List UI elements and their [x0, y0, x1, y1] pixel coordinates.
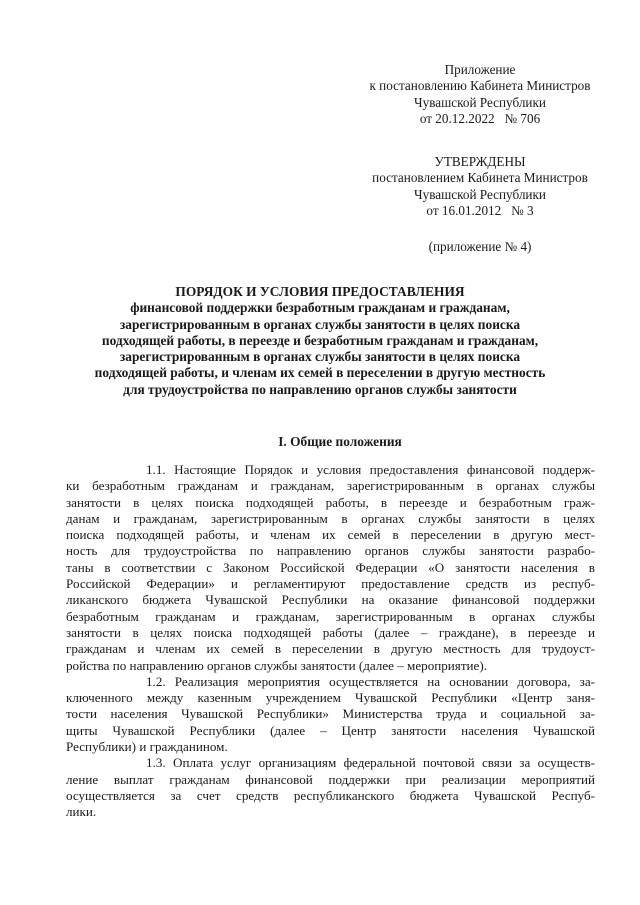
title-line: зарегистрированным в органах службы занятости в целях поиска	[119, 349, 521, 365]
text-line: гражданам и членам их семей в переселении в другую местность для трудоуст-	[66, 641, 595, 657]
title-line: финансовой поддержки безработным гражданам и гражданам,	[130, 300, 510, 316]
text-line: щиты Чувашской Республики (далее – Центр занятости населения Чувашской	[66, 722, 595, 738]
appendix-line: Чувашской Республики	[414, 94, 546, 110]
title-line: зарегистрированным в органах службы занятости в целях поиска	[119, 316, 521, 332]
text-line: таны в соответствии с Законом Российской Федерации «О занятости населения в	[66, 559, 595, 575]
text-line: ройства по направлению органов службы занятости (далее – мероприятие).	[66, 657, 488, 673]
appendix-header	[355, 62, 605, 127]
section-heading: I. Общие положения	[278, 434, 402, 449]
text-line: Российской Федерации» и регламентируют предоставление средств из респуб-	[66, 576, 595, 592]
text-line: ки безработным гражданам и гражданам, зарегистрированным в органах службы	[66, 478, 595, 494]
paragraph-1-3: 1.3. Оплата услуг организациям федеральной почтовой связи за осуществ-	[146, 755, 595, 771]
document-title	[60, 284, 580, 398]
approval-stamp-text	[355, 154, 605, 219]
title-line: для трудоустройства по направлению органов службы занятости	[123, 381, 517, 397]
approved-line: постановлением Кабинета Министров	[372, 170, 588, 186]
text-line: безработным гражданам и гражданам, зарегистрированным в органах службы	[66, 608, 595, 624]
title-line: подходящей работы, в переезде и безработным гражданам и гражданам,	[101, 332, 539, 348]
text-line: ликанского бюджета Чувашской Республики на оказание финансовой поддержки	[66, 592, 595, 608]
text-line: занятости в целях поиска подходящей работы (далее – граждане), в переезде и	[66, 624, 595, 640]
title-line: подходящей работы, и членам их семей в переселении в другую местность	[94, 365, 546, 381]
text-line: ление выплат гражданам финансовой поддержки при реализации мероприятий	[66, 771, 595, 787]
paragraph-1-2: 1.2. Реализация мероприятия осуществляется на основании договора, за-	[146, 673, 595, 689]
text-line: ключенного между казенным учреждением Чувашской Республики «Центр заня-	[66, 690, 595, 706]
approved-date-number: от 16.01.2012 № 3	[426, 202, 534, 218]
text-line: осуществляется за счет средств республиканского бюджета Чувашской Респуб-	[66, 787, 595, 803]
text-line: данам и гражданам, зарегистрированным в органах службы занятости в целях	[66, 510, 595, 526]
text-line: лики.	[66, 804, 97, 820]
text-line: ность для трудоустройства по направлению органов службы занятости разрабо-	[66, 543, 595, 559]
appendix-line: к постановлению Кабинета Министров	[369, 78, 591, 94]
text-line: поиска подходящей работы, и членам их семей в переселении в другую мест-	[66, 527, 595, 543]
paragraph-1-1: 1.1. Настоящие Порядок и условия предоставления финансовой поддерж-	[146, 462, 595, 477]
appendix-date-number: от 20.12.2022 № 706	[419, 110, 541, 126]
annex-reference: (приложение № 4)	[428, 239, 532, 254]
approved-line: Чувашской Республики	[414, 186, 546, 202]
title-heading: ПОРЯДОК И УСЛОВИЯ ПРЕДОСТАВЛЕНИЯ	[175, 284, 465, 299]
text-line: Республики) и гражданином.	[66, 739, 228, 755]
appendix-line: Приложение	[444, 62, 516, 77]
approved-label: УТВЕРЖДЕНЫ	[434, 154, 526, 169]
text-line: тости населения Чувашской Республики» Министерства труда и социальной за-	[66, 706, 595, 722]
body-text	[66, 462, 595, 821]
text-line: занятости в целях поиска подходящей работы, в переезде и безработным граж-	[66, 494, 595, 510]
